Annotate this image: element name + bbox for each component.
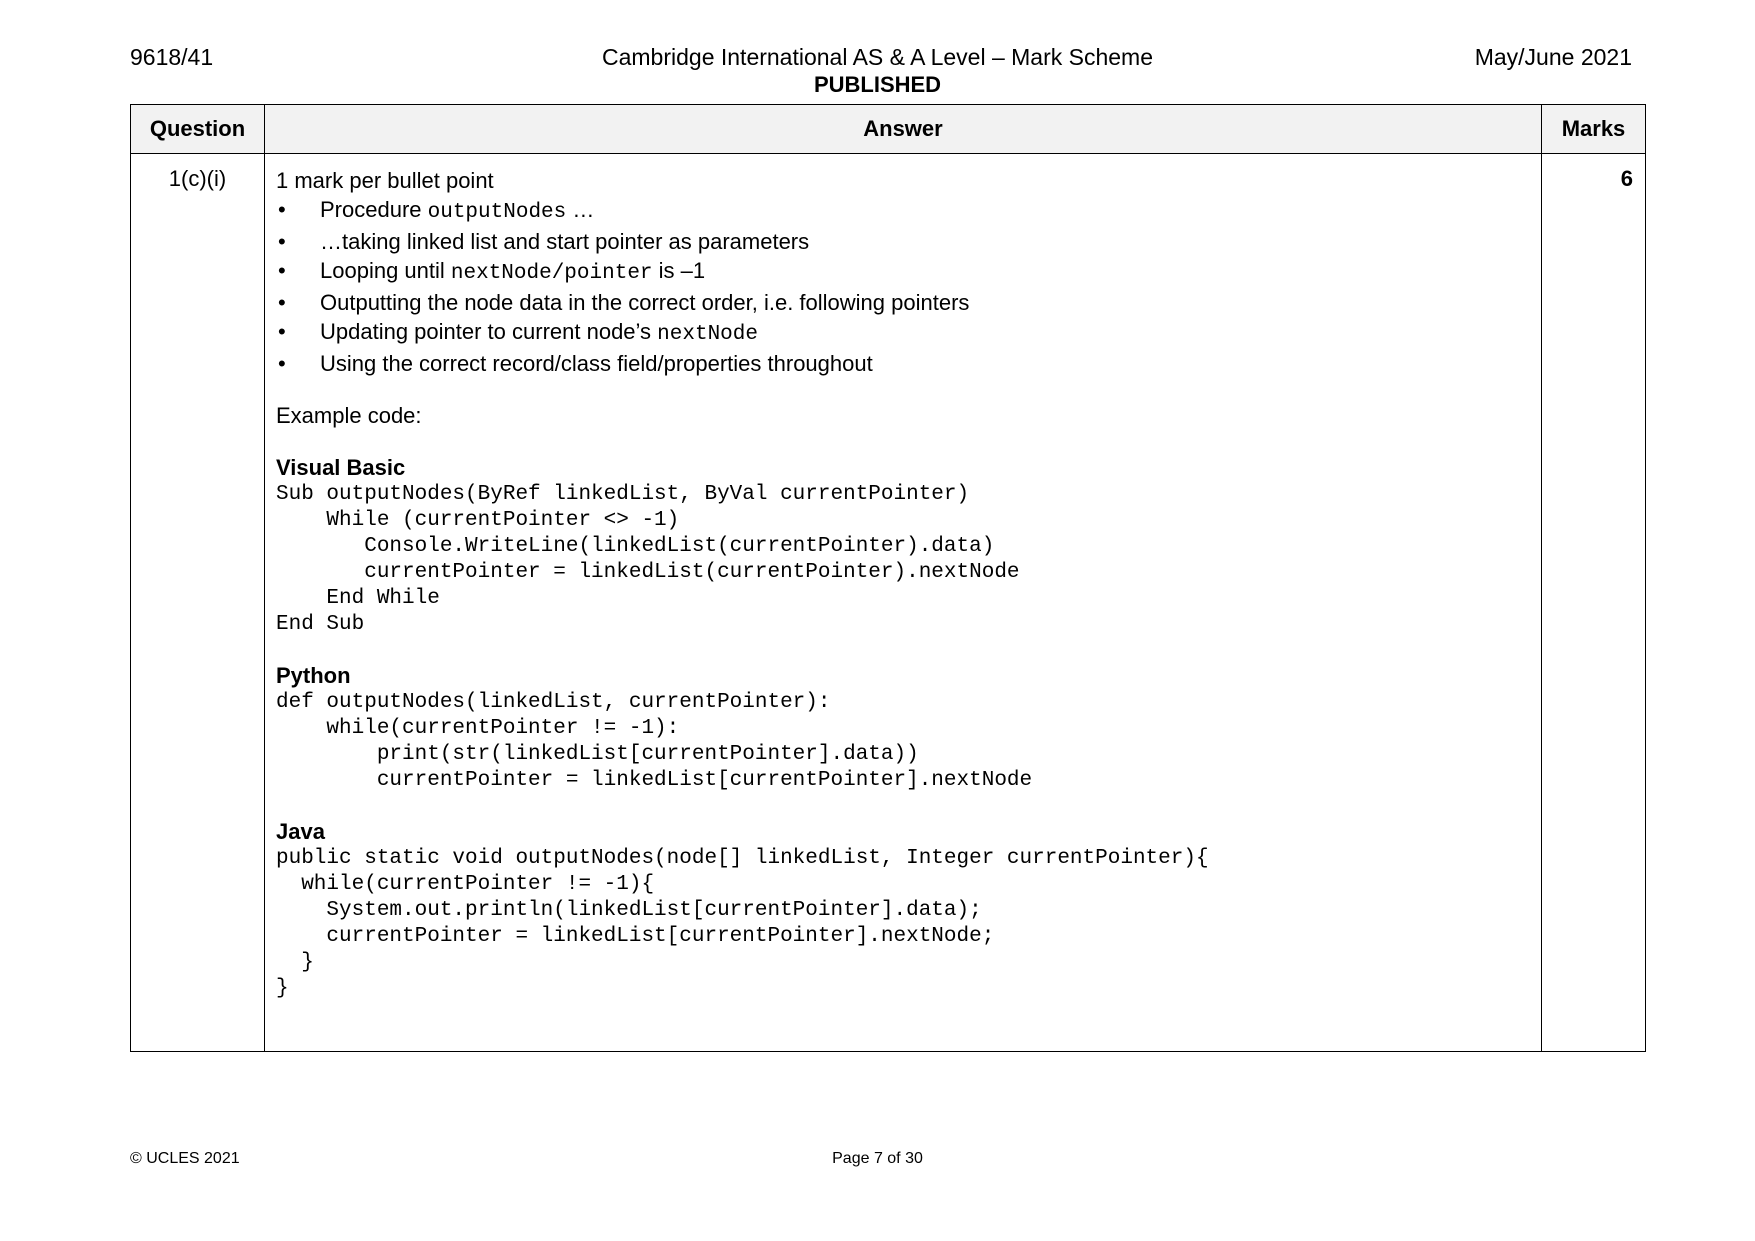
list-item: • Procedure outputNodes …	[278, 197, 595, 224]
table-header-row	[131, 105, 1646, 154]
table-row	[131, 154, 1646, 1052]
list-item: • Using the correct record/class field/properties throughout	[278, 351, 873, 376]
python-code: def outputNodes(linkedList, currentPointer): while(currentPointer != -1): print(str(linkedList[currentPointer].data)) currentPointer = linkedList[currentPointer].nextNode	[276, 691, 1033, 792]
title: Cambridge International AS & A Level – Mark Scheme	[601, 44, 1154, 70]
question-number: 1(c)(i)	[131, 154, 265, 1052]
mark-points-list	[276, 195, 1531, 378]
visual-basic-code: Sub outputNodes(ByRef linkedList, ByVal currentPointer) While (currentPointer <> -1) Console.WriteLine(linkedList(currentPointer).data) currentPointer = linkedList(currentPointer).nextNode End While End Sub	[276, 483, 1020, 636]
marks-header: Marks	[1542, 105, 1646, 154]
list-item: • …taking linked list and start pointer as parameters	[278, 229, 810, 254]
marks-value: 6	[1542, 154, 1646, 1052]
java-code: public static void outputNodes(node[] linkedList, Integer currentPointer){ while(currentPointer != -1){ System.out.println(linkedList[currentPointer].data); currentPointer = linkedList[currentPointer].nextNode; } }	[276, 847, 1209, 1000]
visual-basic-heading: Visual Basic	[276, 455, 406, 480]
paper-code: 9618/41	[130, 44, 214, 70]
answer-header: Answer	[265, 105, 1542, 154]
answer-cell	[265, 154, 1542, 1052]
list-item: • Updating pointer to current node’s nextNode	[278, 319, 758, 346]
published-label: PUBLISHED	[813, 72, 942, 97]
mark-scheme-table	[130, 104, 1646, 1052]
example-code-label: Example code:	[276, 403, 422, 428]
mark-intro: 1 mark per bullet point	[276, 168, 494, 193]
copyright: © UCLES 2021	[130, 1150, 240, 1167]
list-item: • Looping until nextNode/pointer is –1	[278, 258, 706, 285]
page-number: Page 7 of 30	[832, 1150, 923, 1167]
python-heading: Python	[276, 663, 351, 688]
java-heading: Java	[276, 819, 325, 844]
exam-session: May/June 2021	[1474, 44, 1632, 70]
question-header: Question	[131, 105, 265, 154]
list-item: • Outputting the node data in the correct order, i.e. following pointers	[278, 290, 970, 315]
